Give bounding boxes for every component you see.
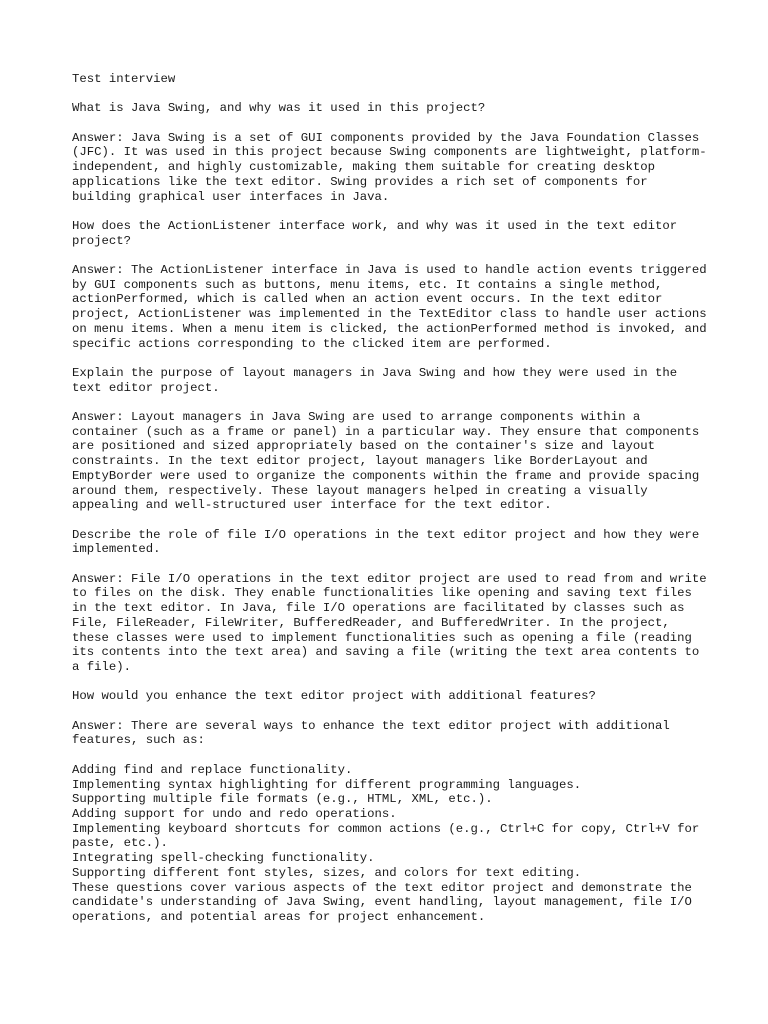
list-item: Integrating spell-checking functionality. — [72, 851, 375, 866]
document-title: Test interview — [72, 72, 176, 86]
feature-list — [72, 763, 712, 881]
document-body — [72, 72, 715, 925]
answer-5: Answer: There are several ways to enhance the text editor project with additional features, such as: — [72, 718, 678, 748]
list-item: Implementing keyboard shortcuts for common actions (e.g., Ctrl+C for copy, Ctrl+V for paste, etc.). — [72, 821, 707, 851]
question-4: Describe the role of file I/O operations in the text editor project and how they were implemented. — [72, 527, 707, 557]
list-item: Implementing syntax highlighting for different programming languages. — [72, 777, 582, 792]
closing-paragraph: These questions cover various aspects of the text editor project and demonstrate the candidate's understanding of Java Swing, event handling, layout management, file I/O operations, and potential areas for project enhancement. — [72, 880, 700, 924]
list-item: Supporting different font styles, sizes, and colors for text editing. — [72, 865, 582, 880]
list-item: Adding find and replace functionality. — [72, 762, 353, 777]
list-item: Supporting multiple file formats (e.g., HTML, XML, etc.). — [72, 792, 493, 807]
question-5: How would you enhance the text editor project with additional features? — [72, 689, 596, 704]
answer-3: Answer: Layout managers in Java Swing are used to arrange components within a container (such as a frame or panel) in a particular way. They ensure that components are positioned and sized appropriately based on the container's size and layout constraints. In the text editor project, layout managers like BorderLayout and EmptyBorder were used to organize the components within the frame and provide spacing around them, respectively. These layout managers helped in creating a visually appealing and well-structured user interface for the text editor. — [72, 410, 707, 513]
list-item: Adding support for undo and redo operations. — [72, 806, 397, 821]
question-1: What is Java Swing, and why was it used in this project? — [72, 101, 486, 116]
question-3: Explain the purpose of layout managers in Java Swing and how they were used in the text editor project. — [72, 365, 685, 395]
answer-1: Answer: Java Swing is a set of GUI components provided by the Java Foundation Classes (JFC). It was used in this project because Swing components are lightweight, platform-independent, and highly customizable, making them suitable for creating desktop applications like the text editor. Swing provides a rich set of components for building graphical user interfaces in Java. — [72, 130, 707, 204]
answer-4: Answer: File I/O operations in the text editor project are used to read from and write to files on the disk. They enable functionalities like opening and saving text files in the text editor. In Java, file I/O operations are facilitated by classes such as File, FileReader, FileWriter, BufferedReader, and BufferedWriter. In the project, these classes were used to implement functionalities such as opening a file (reading its contents into the text area) and saving a file (writing the text area contents to a file). — [72, 571, 715, 674]
question-2: How does the ActionListener interface work, and why was it used in the text editor project? — [72, 218, 685, 248]
answer-2: Answer: The ActionListener interface in Java is used to handle action events triggered by GUI components such as buttons, menu items, etc. It contains a single method, actionPerformed, which is called when an action event occurs. In the text editor project, ActionListener was implemented in the TextEditor class to handle user actions on menu items. When a menu item is clicked, the actionPerformed method is invoked, and specific actions corresponding to the clicked item are performed. — [72, 263, 715, 351]
